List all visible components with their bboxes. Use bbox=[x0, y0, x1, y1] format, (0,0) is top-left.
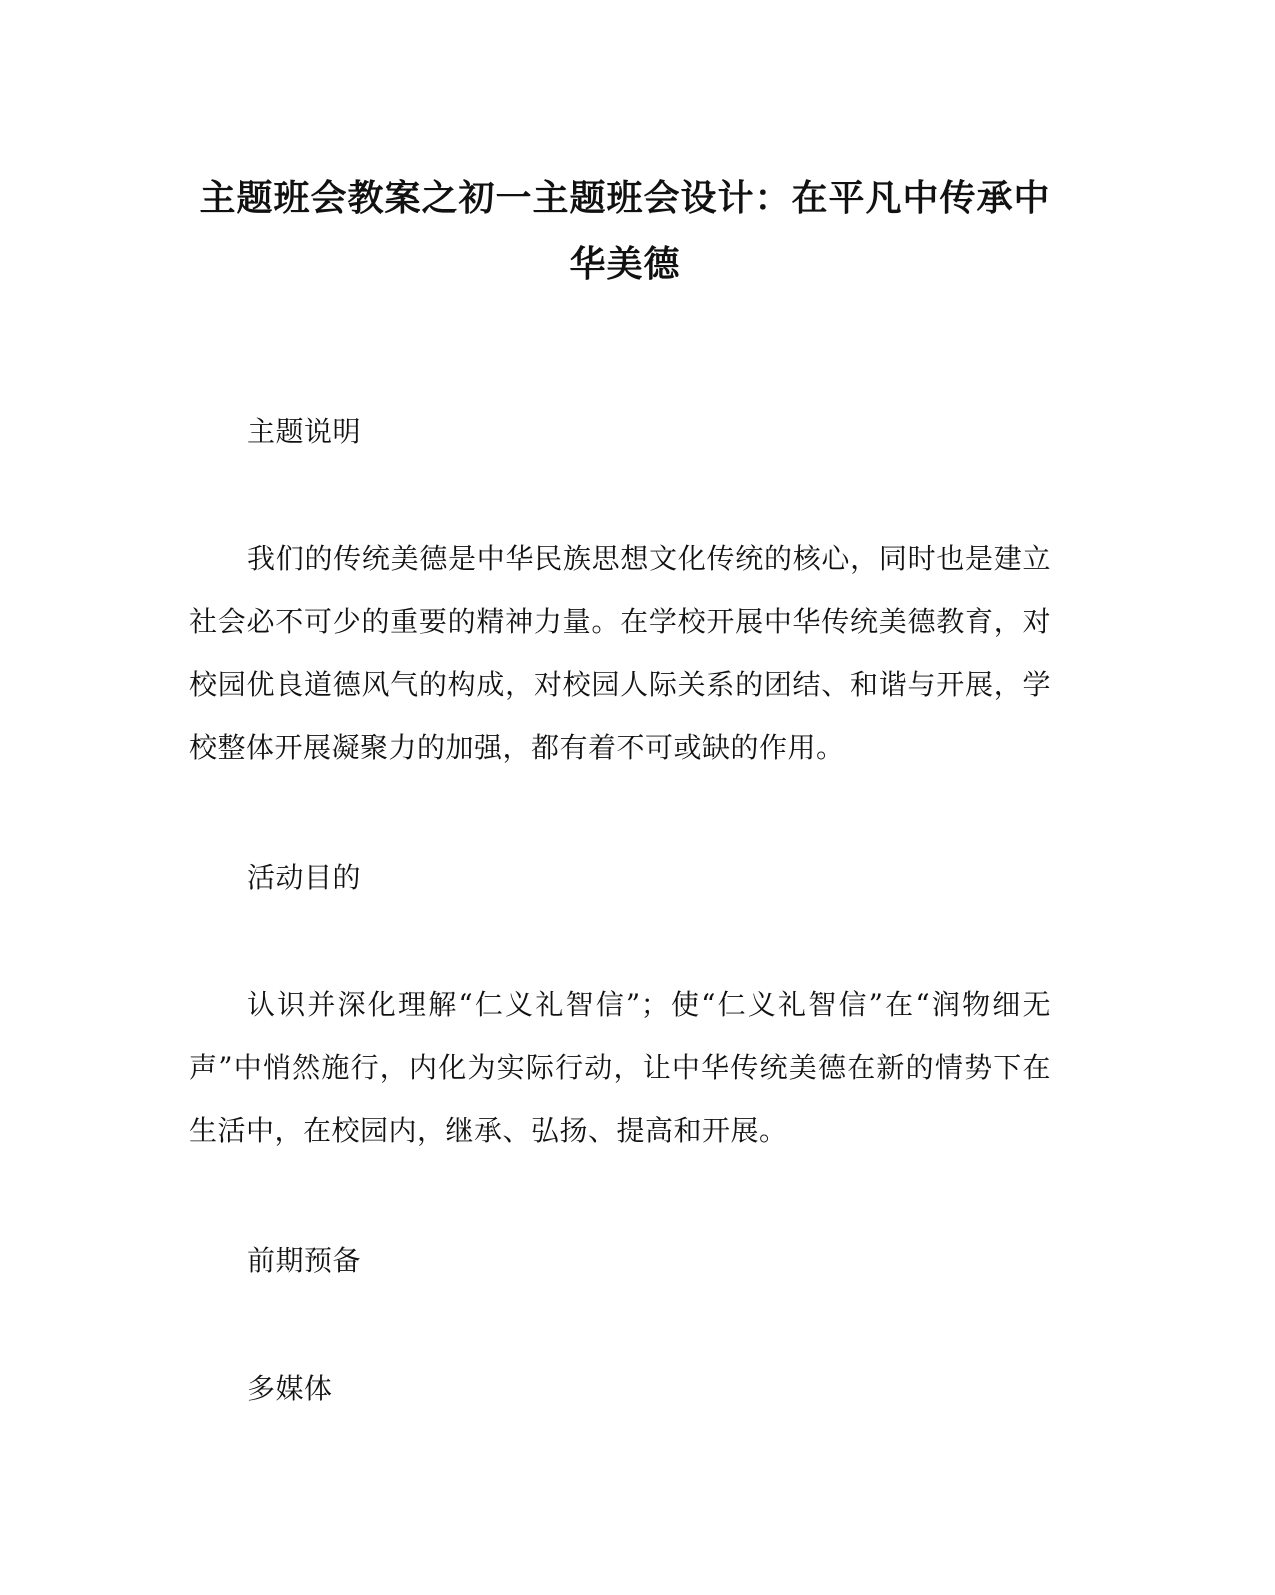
paragraph-theme-description: 我们的传统美德是中华民族思想文化传统的核心，同时也是建立社会必不可少的重要的精神力量。在学校开展中华传统美德教育，对校园优良道德风气的构成，对校园人际关系的团结、和谐与开展，学校整体开展凝聚力的加强，都有着不可或缺的作用。 bbox=[189, 542, 1051, 764]
paragraph-activity-purpose: 认识并深化理解“仁义礼智信”；使“仁义礼智信”在“润物细无声”中悄然施行，内化为实际行动，让中华传统美德在新的情势下在生活中，在校园内，继承、弘扬、提高和开展。 bbox=[189, 988, 1051, 1147]
section-heading-theme-description: 主题说明 bbox=[247, 415, 362, 448]
document-title: 主题班会教案之初一主题班会设计：在平凡中传承中华美德 bbox=[199, 178, 1051, 285]
section-item-multimedia: 多媒体 bbox=[247, 1372, 333, 1405]
section-heading-activity-purpose: 活动目的 bbox=[247, 861, 362, 894]
section-heading-preparation: 前期预备 bbox=[247, 1244, 362, 1277]
